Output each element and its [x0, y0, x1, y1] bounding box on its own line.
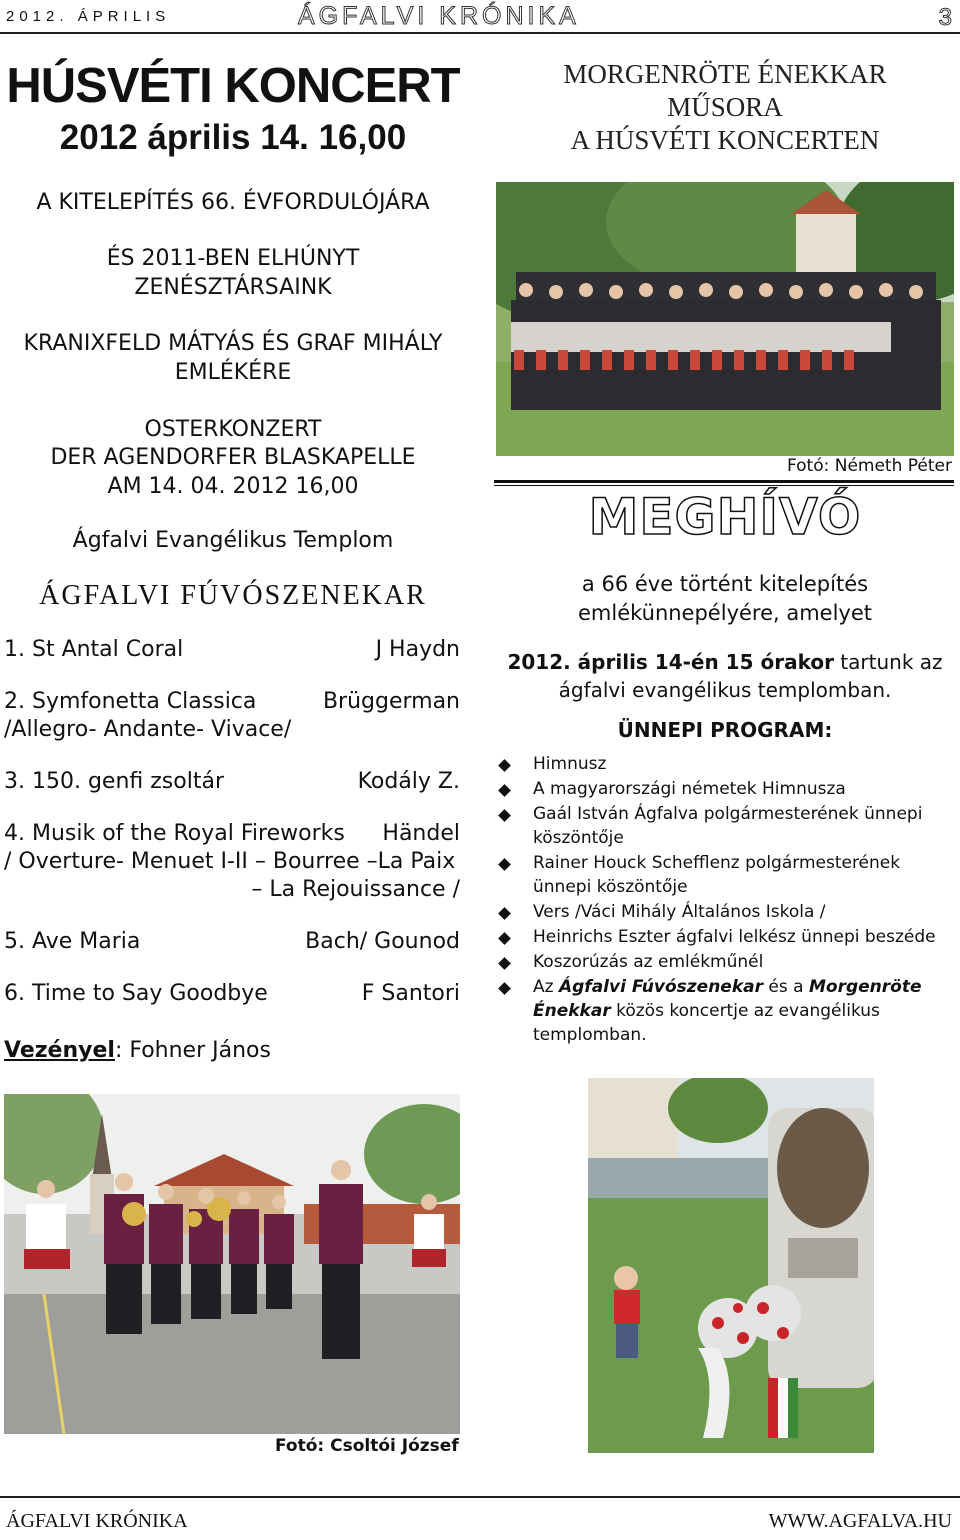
program-title: 6. Time to Say Goodbye	[4, 981, 268, 1006]
bullet-icon	[498, 957, 511, 970]
event-place: ágfalvi evangélikus templomban.	[558, 678, 892, 702]
program-composer: Händel	[382, 821, 460, 846]
page-header	[0, 0, 960, 34]
program-title: 5. Ave Maria	[4, 929, 141, 954]
choir-heading	[490, 58, 960, 157]
german-line-2: DER AGENDORFER BLASKAPELLE	[50, 445, 416, 470]
bullet-icon	[498, 932, 511, 945]
program-item-3	[4, 768, 460, 796]
invitation-title: MEGHÍVÓ	[588, 488, 862, 546]
german-line-3: AM 14. 04. 2012 16,00	[107, 474, 359, 499]
ceremony-program	[500, 752, 956, 1048]
choir-heading-line-1: MORGENRÖTE ÉNEKKAR	[563, 59, 887, 89]
footer-publication: ÁGFALVI KRÓNIKA	[6, 1510, 188, 1532]
publication-title: ÁGFALVI KRÓNIKA	[298, 2, 580, 30]
band-name: ÁGFALVI FÚVÓSZENEKAR	[39, 580, 427, 611]
band-parade-photo	[4, 1094, 460, 1434]
memory-line-2: ZENÉSZTÁRSAINK	[134, 275, 332, 300]
footer-website: WWW.AGFALVA.HU	[768, 1510, 952, 1532]
anniversary-line: A KITELEPÍTÉS 66. ÉVFORDULÓJÁRA	[36, 190, 430, 215]
program-title: 2. Symfonetta Classica	[4, 689, 257, 714]
program-item-2	[4, 688, 460, 744]
program-composer: J Haydn	[375, 637, 460, 662]
list-item: Az Ágfalvi Fúvószenekar és a Morgenröte Énekkar közös koncertje az evangélikus templomban.	[500, 975, 956, 1047]
memory-line-3: KRANIXFELD MÁTYÁS ÉS GRAF MIHÁLY	[23, 331, 443, 356]
program-item-1	[4, 636, 460, 664]
page-footer	[0, 1496, 960, 1540]
program-composer: Kodály Z.	[357, 769, 460, 794]
list-item: A magyarországi németek Himnusza	[500, 777, 956, 801]
divider	[494, 485, 954, 486]
german-line-1: OSTERKONZERT	[144, 417, 322, 442]
conductor	[4, 1038, 271, 1063]
memorial-photo	[588, 1078, 874, 1453]
program-movements-cont: – La Rejouissance /	[251, 877, 460, 902]
list-item: Vers /Váci Mihály Általános Iskola /	[500, 900, 956, 924]
program-composer: Brüggerman	[322, 689, 460, 714]
invitation-text	[490, 570, 960, 628]
conductor-label: Vezényel	[4, 1038, 115, 1063]
list-item: Heinrichs Eszter ágfalvi lelkész ünnepi beszéde	[500, 925, 956, 949]
program-title: 4. Musik of the Royal Fireworks	[4, 821, 345, 846]
divider	[494, 480, 954, 483]
program-item-4	[4, 820, 460, 904]
bullet-icon	[498, 759, 511, 772]
bullet-icon	[498, 982, 511, 995]
bullet-icon	[498, 809, 511, 822]
program-title: 3. 150. genfi zsoltár	[4, 769, 224, 794]
memory-line-4: EMLÉKÉRE	[174, 360, 292, 385]
program-title: 1. St Antal Coral	[4, 637, 184, 662]
photo-credit: Fotó: Németh Péter	[786, 456, 952, 476]
conductor-name: : Fohner János	[114, 1038, 271, 1063]
event-date-bold: 2012. április 14-én 15 órakor	[507, 650, 834, 674]
issue-date: 2012. ÁPRILIS	[6, 8, 171, 25]
page-number: 3	[938, 4, 952, 31]
list-item: Rainer Houck Schefflenz polgármesterének ünnepi köszöntője	[500, 851, 956, 899]
list-item: Koszorúzás az emlékműnél	[500, 950, 956, 974]
choir-heading-line-3: A HÚSVÉTI KONCERTEN	[570, 125, 880, 155]
program-composer: F Santori	[361, 981, 460, 1006]
program-movements: /Allegro- Andante- Vivace/	[4, 717, 292, 742]
list-item: Gaál István Ágfalva polgármesterének ünnepi köszöntője	[500, 802, 956, 850]
program-movements: / Overture- Menuet I-II – Bourree –La Paix	[4, 849, 456, 874]
program-item-6	[4, 980, 460, 1008]
bullet-icon	[498, 858, 511, 871]
program-composer: Bach/ Gounod	[305, 929, 460, 954]
choir-heading-line-2: MŰSORA	[667, 92, 783, 122]
venue: Ágfalvi Evangélikus Templom	[72, 528, 394, 553]
list-item: Himnusz	[500, 752, 956, 776]
concert-datetime: 2012 április 14. 16,00	[59, 118, 407, 157]
choir-photo	[496, 182, 954, 456]
bullet-icon	[498, 784, 511, 797]
concert-title: HÚSVÉTI KONCERT	[6, 59, 460, 113]
invitation-line-1: a 66 éve történt kitelepítés	[581, 572, 869, 596]
invitation-line-2: emlékünnepélyére, amelyet	[577, 601, 873, 625]
program-item-5	[4, 928, 460, 956]
program-title: ÜNNEPI PROGRAM:	[617, 718, 833, 742]
event-date-rest: tartunk az	[833, 650, 943, 674]
memory-line-1: ÉS 2011-BEN ELHÚNYT	[106, 246, 360, 271]
event-date	[490, 648, 960, 704]
bullet-icon	[498, 907, 511, 920]
photo-credit: Fotó: Csoltói József	[275, 1436, 459, 1456]
